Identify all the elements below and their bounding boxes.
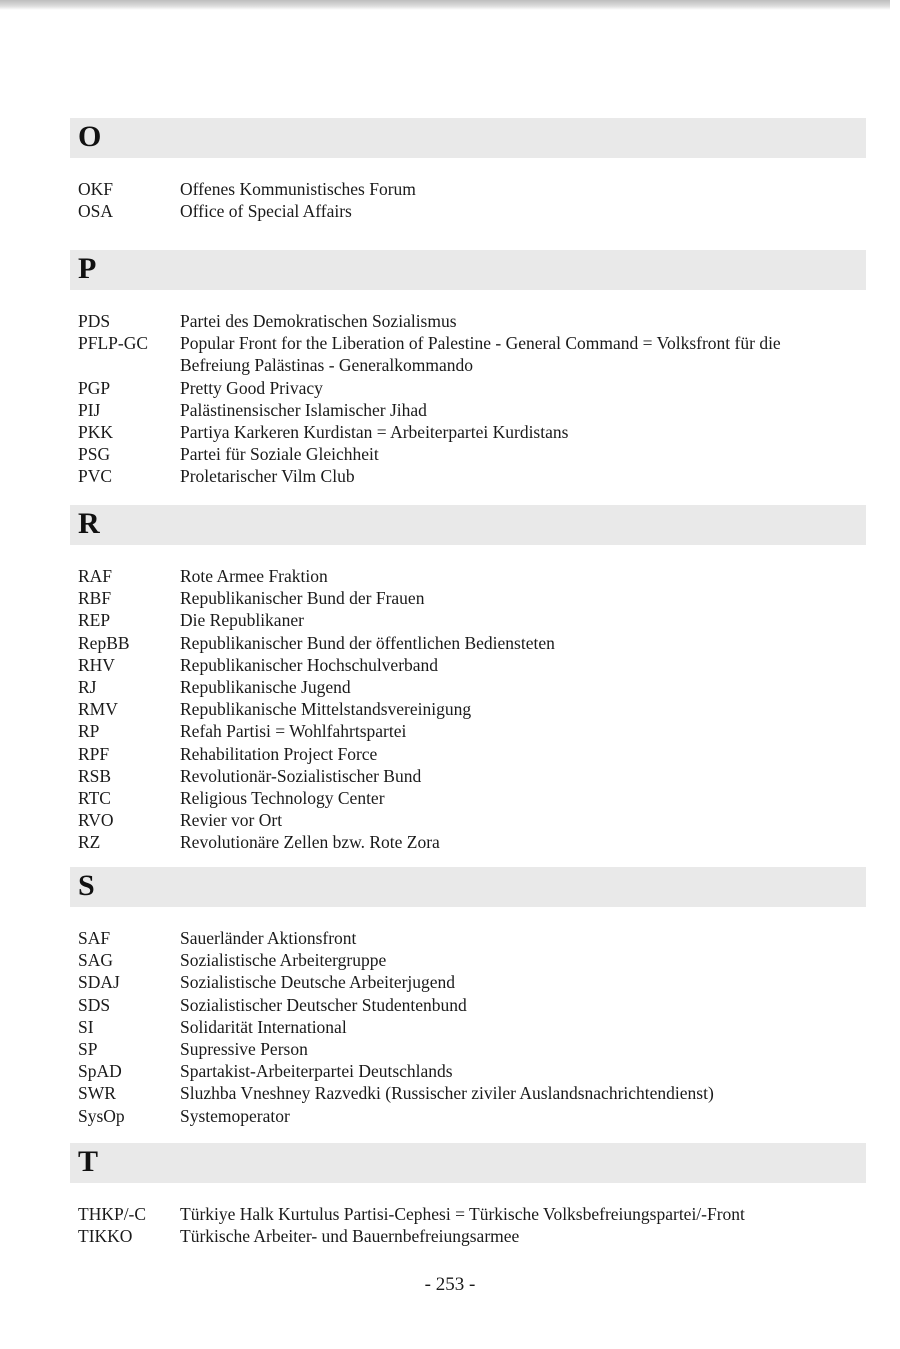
entry-definition: Refah Partisi = Wohlfahrtspartei xyxy=(180,721,407,742)
entry-definition: Republikanischer Bund der Frauen xyxy=(180,588,425,609)
entry-definition: Partiya Karkeren Kurdistan = Arbeiterpartei Kurdistans xyxy=(180,422,569,443)
entry-list xyxy=(70,310,866,488)
entry-abbreviation: RVO xyxy=(78,810,114,831)
glossary-entry xyxy=(70,178,866,200)
entry-abbreviation: RZ xyxy=(78,832,101,853)
entry-abbreviation: SDAJ xyxy=(78,972,120,993)
glossary-entry xyxy=(70,765,866,787)
glossary-entry xyxy=(70,1082,866,1104)
entry-definition: Rote Armee Fraktion xyxy=(180,566,328,586)
glossary-entry xyxy=(70,377,866,399)
glossary-entry xyxy=(70,565,866,587)
section-letter: S xyxy=(78,869,95,902)
entry-definition: Religious Technology Center xyxy=(180,788,385,809)
section-header-bar xyxy=(70,1143,866,1183)
entry-abbreviation: RTC xyxy=(78,788,111,809)
entry-definition: Sluzhba Vneshney Razvedki (Russischer ziviler Auslandsnachrichtendienst) xyxy=(180,1083,714,1104)
entry-definition: Republikanischer Bund der öffentlichen Bediensteten xyxy=(180,632,555,653)
entry-definition: Palästinensischer Islamischer Jihad xyxy=(180,399,427,420)
entry-definition: Office of Special Affairs xyxy=(180,201,352,222)
section-letter: O xyxy=(78,120,102,153)
glossary-entry xyxy=(70,1225,866,1247)
entry-definition: Solidarität International xyxy=(180,1016,347,1037)
glossary-entry xyxy=(70,994,866,1016)
entry-definition: Popular Front for the Liberation of Palestine - General Command = Volksfront für die Befreiung Palästinas - Generalkommando xyxy=(180,333,781,376)
entry-list xyxy=(70,565,866,854)
entry-abbreviation: SP xyxy=(78,1039,98,1060)
glossary-entry xyxy=(70,443,866,465)
entry-abbreviation: SAF xyxy=(78,928,111,948)
entry-abbreviation: RepBB xyxy=(78,632,130,653)
section-o xyxy=(70,118,866,222)
entry-definition: Sozialistische Deutsche Arbeiterjugend xyxy=(180,972,456,993)
entry-abbreviation: PKK xyxy=(78,422,114,443)
section-header-bar xyxy=(70,867,866,907)
entry-definition: Türkiye Halk Kurtulus Partisi-Cephesi = Türkische Volksbefreiungspartei/-Front xyxy=(180,1204,745,1224)
glossary-entry xyxy=(70,831,866,853)
entry-definition: Systemoperator xyxy=(180,1105,290,1126)
glossary-entry xyxy=(70,465,866,487)
section-letter: T xyxy=(78,1145,99,1178)
entry-definition: Partei des Demokratischen Sozialismus xyxy=(180,311,457,331)
glossary-entry xyxy=(70,632,866,654)
entry-abbreviation: RBF xyxy=(78,588,112,609)
entry-list xyxy=(70,178,866,222)
entry-definition: Revolutionäre Zellen bzw. Rote Zora xyxy=(180,832,440,853)
entry-abbreviation: RPF xyxy=(78,743,110,764)
entry-definition: Sozialistische Arbeitergruppe xyxy=(180,950,387,971)
glossary-entry xyxy=(70,609,866,631)
glossary-entry xyxy=(70,743,866,765)
entry-definition: Sauerländer Aktionsfront xyxy=(180,928,357,948)
glossary-entry xyxy=(70,399,866,421)
entry-definition: Republikanische Mittelstandsvereinigung xyxy=(180,699,472,720)
entry-abbreviation: OSA xyxy=(78,201,114,222)
glossary-entry xyxy=(70,698,866,720)
entry-abbreviation: RJ xyxy=(78,677,97,698)
entry-abbreviation: PDS xyxy=(78,311,111,331)
glossary-entry xyxy=(70,1016,866,1038)
section-header-bar xyxy=(70,250,866,290)
entry-abbreviation: PSG xyxy=(78,444,111,465)
entry-abbreviation: SWR xyxy=(78,1083,116,1104)
section-s xyxy=(70,867,866,1127)
entry-abbreviation: RSB xyxy=(78,765,112,786)
entry-abbreviation: RP xyxy=(78,721,100,742)
entry-list xyxy=(70,927,866,1127)
entry-definition: Spartakist-Arbeiterpartei Deutschlands xyxy=(180,1061,453,1082)
entry-list xyxy=(70,1203,866,1247)
section-t xyxy=(70,1143,866,1247)
entry-definition: Republikanische Jugend xyxy=(180,677,351,698)
entry-definition: Offenes Kommunistisches Forum xyxy=(180,179,416,199)
glossary-entry xyxy=(70,720,866,742)
section-letter: P xyxy=(78,252,97,285)
glossary-entry xyxy=(70,1060,866,1082)
entry-definition: Die Republikaner xyxy=(180,610,304,631)
entry-abbreviation: PFLP-GC xyxy=(78,333,149,354)
glossary-entry xyxy=(70,809,866,831)
entry-abbreviation: RHV xyxy=(78,654,115,675)
glossary-entry xyxy=(70,332,866,376)
glossary-entry xyxy=(70,1203,866,1225)
entry-definition: Partei für Soziale Gleichheit xyxy=(180,444,379,465)
entry-abbreviation: RMV xyxy=(78,699,118,720)
page-number: - 253 - xyxy=(424,1274,476,1295)
top-scan-edge xyxy=(0,0,890,10)
glossary-entry xyxy=(70,1105,866,1127)
entry-abbreviation: PIJ xyxy=(78,399,101,420)
entry-abbreviation: RAF xyxy=(78,566,113,586)
entry-definition: Rehabilitation Project Force xyxy=(180,743,378,764)
entry-abbreviation: SpAD xyxy=(78,1061,122,1082)
glossary-entry xyxy=(70,949,866,971)
glossary-entry xyxy=(70,927,866,949)
entry-definition: Pretty Good Privacy xyxy=(180,377,323,398)
entry-abbreviation: SDS xyxy=(78,994,111,1015)
section-letter: R xyxy=(78,507,100,540)
glossary-entry xyxy=(70,587,866,609)
entry-abbreviation: PGP xyxy=(78,377,111,398)
glossary-entry xyxy=(70,787,866,809)
glossary-entry xyxy=(70,200,866,222)
entry-abbreviation: THKP/-C xyxy=(78,1204,147,1224)
entry-abbreviation: REP xyxy=(78,610,111,631)
section-header-bar xyxy=(70,505,866,545)
entry-definition: Revolutionär-Sozialistischer Bund xyxy=(180,765,422,786)
entry-abbreviation: SAG xyxy=(78,950,114,971)
glossary-entry xyxy=(70,654,866,676)
entry-definition: Supressive Person xyxy=(180,1039,308,1060)
entry-definition: Republikanischer Hochschulverband xyxy=(180,654,439,675)
section-header-bar xyxy=(70,118,866,158)
section-r xyxy=(70,505,866,854)
entry-abbreviation: SI xyxy=(78,1016,94,1037)
glossary-entry xyxy=(70,1038,866,1060)
entry-definition: Revier vor Ort xyxy=(180,810,283,831)
entry-definition: Proletarischer Vilm Club xyxy=(180,466,355,487)
glossary-entry xyxy=(70,676,866,698)
section-p xyxy=(70,250,866,488)
entry-definition: Türkische Arbeiter- und Bauernbefreiungsarmee xyxy=(180,1226,520,1247)
glossary-entry xyxy=(70,310,866,332)
entry-abbreviation: PVC xyxy=(78,466,113,487)
entry-abbreviation: SysOp xyxy=(78,1105,125,1126)
entry-definition: Sozialistischer Deutscher Studentenbund xyxy=(180,994,467,1015)
glossary-entry xyxy=(70,971,866,993)
entry-abbreviation: TIKKO xyxy=(78,1226,133,1247)
entry-abbreviation: OKF xyxy=(78,179,114,199)
glossary-entry xyxy=(70,421,866,443)
